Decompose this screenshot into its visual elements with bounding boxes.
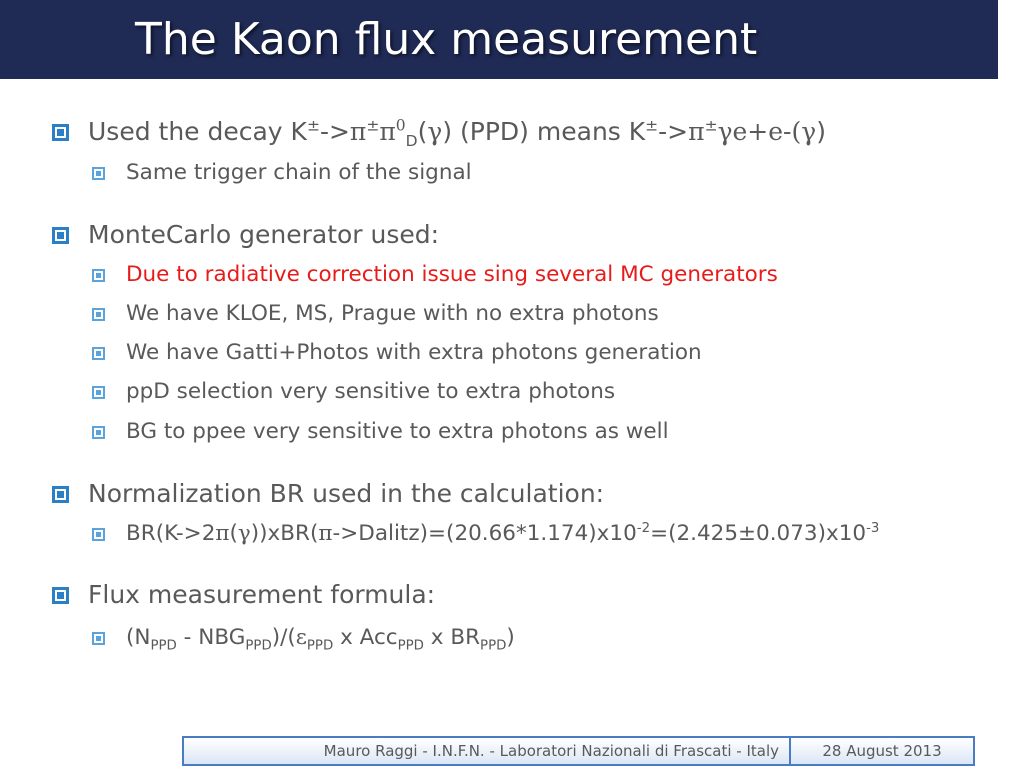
small-square-bullet-icon xyxy=(92,386,105,399)
mc-item-text: We have Gatti+Photos with extra photons generation xyxy=(126,340,702,365)
small-square-bullet-icon xyxy=(92,426,105,439)
footer-date: 28 August 2013 xyxy=(822,742,942,760)
bullet-normalization xyxy=(52,478,604,510)
square-bullet-icon xyxy=(52,227,69,244)
small-square-bullet-icon xyxy=(92,308,105,321)
sub-bullet-mc-3 xyxy=(92,378,615,406)
bullet-montecarlo xyxy=(52,219,439,251)
sub-bullet-mc-1 xyxy=(92,300,659,328)
sub-bullet-mc-4 xyxy=(92,418,669,446)
small-square-bullet-icon xyxy=(92,528,105,541)
footer-author: Mauro Raggi - I.N.F.N. - Laboratori Nazionali di Frascati - Italy xyxy=(323,742,779,760)
mc-item-text: Due to radiative correction issue sing several MC generators xyxy=(126,262,778,287)
norm-heading: Normalization BR used in the calculation: xyxy=(88,479,605,508)
sub-bullet-trigger xyxy=(92,159,472,187)
sub-bullet-br-formula xyxy=(92,520,879,548)
square-bullet-icon xyxy=(52,486,69,503)
small-square-bullet-icon xyxy=(92,632,105,645)
footer-bar xyxy=(182,736,975,766)
br-formula-text: $BR(K->2\pi(\gamma))xBR(\pi->Dalitz)=(20.66*1.174)x10^{-2}=(2.425\pm 0.073)x10^{-3}$ xyxy=(126,520,880,546)
mc-item-text: ppD selection very sensitive to extra photons xyxy=(126,379,616,404)
square-bullet-icon xyxy=(52,587,69,604)
sub-bullet-mc-2 xyxy=(92,339,702,367)
mc-item-text: BG to ppee very sensitive to extra photons as well xyxy=(126,419,669,444)
decay-text: Used the decay $K^\pm->\pi^\pm\pi^0_D(\gamma)$ (PPD) means K±->π±γe+e-(γ) xyxy=(88,116,826,150)
trigger-text: Same trigger chain of the signal xyxy=(126,160,472,185)
bullet-flux xyxy=(52,579,435,611)
small-square-bullet-icon xyxy=(92,347,105,360)
small-square-bullet-icon xyxy=(92,269,105,282)
mc-item-text: We have KLOE, MS, Prague with no extra photons xyxy=(126,301,659,326)
title-bar xyxy=(0,0,998,79)
bullet-decay xyxy=(52,116,826,148)
sub-bullet-mc-0 xyxy=(92,261,778,289)
slide-title: The Kaon flux measurement xyxy=(135,14,758,65)
small-square-bullet-icon xyxy=(92,167,105,180)
sub-bullet-flux-formula xyxy=(92,624,515,652)
flux-heading: Flux measurement formula: xyxy=(88,580,436,609)
flux-formula-text: $(N_{PPD} - NBG_{PPD})/(\varepsilon_{PPD}$ x Acc$_{PPD}$ x $BR_{PPD}$) xyxy=(126,625,515,654)
mc-heading: MonteCarlo generator used: xyxy=(88,220,440,249)
square-bullet-icon xyxy=(52,124,69,141)
